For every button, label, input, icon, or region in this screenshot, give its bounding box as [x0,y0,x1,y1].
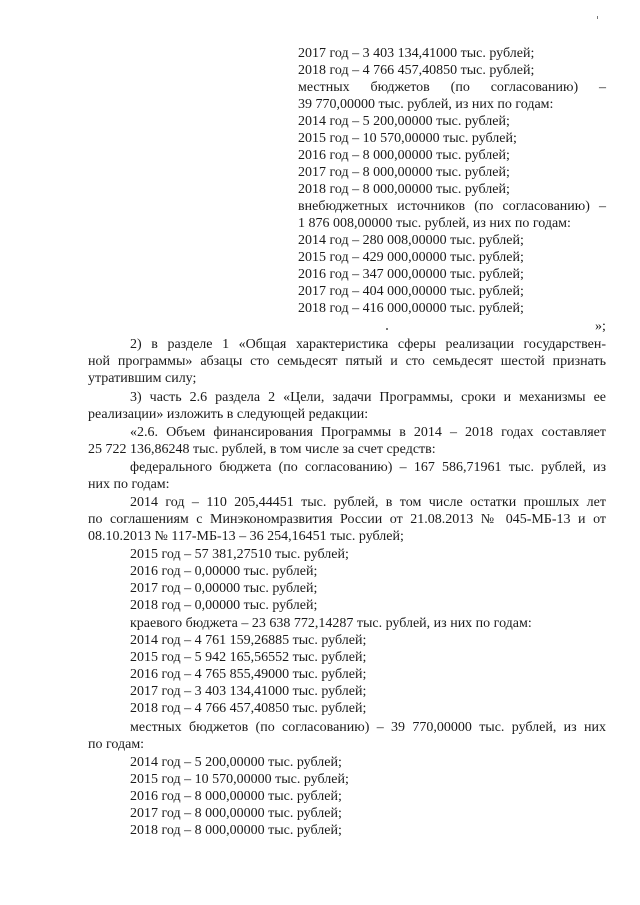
text-line: 08.10.2013 № 117-МБ-13 – 36 254,16451 тыс. рублей; [88,529,404,544]
text-line: 2015 год – 5 942 165,56552 тыс. рублей; [130,650,367,665]
text-line: краевого бюджета – 23 638 772,14287 тыс. рублей, из них по годам: [130,616,532,631]
text-line: 2) в разделе 1 «Общая характеристика сферы реализации государствен- [130,337,606,352]
text-line: реализации» изложить в следующей редакции: [88,407,369,422]
text-line: местных бюджетов (по согласованию) – [298,80,606,95]
text-line: 2017 год – 8 000,00000 тыс. рублей; [130,806,342,821]
text-line: 2016 год – 347 000,00000 тыс. рублей; [298,267,524,282]
text-line: по соглашениям с Минэкономразвития России от 21.08.2013 № 045-МБ-13 и от [88,512,606,527]
text-line: 2016 год – 8 000,00000 тыс. рублей; [130,789,342,804]
text-line: 2015 год – 429 000,00000 тыс. рублей; [298,250,524,265]
text-line: 2017 год – 8 000,00000 тыс. рублей; [298,165,510,180]
text-line: внебюджетных источников (по согласованию) – [298,199,606,214]
text-line: «2.6. Объем финансирования Программы в 2014 – 2018 годах составляет [130,425,606,440]
text-line: 2018 год – 416 000,00000 тыс. рублей; [298,301,524,316]
text-line: 3) часть 2.6 раздела 2 «Цели, задачи Программы, сроки и механизмы ее [130,390,606,405]
text-line: федерального бюджета (по согласованию) – 167 586,71961 тыс. рублей, из [130,460,606,475]
text-line: 2015 год – 10 570,00000 тыс. рублей; [298,131,517,146]
text-line: 2017 год – 3 403 134,41000 тыс. рублей; [298,46,535,61]
closing-quote: »; [595,319,606,334]
text-line: 2017 год – 0,00000 тыс. рублей; [130,581,318,596]
text-line: местных бюджетов (по согласованию) – 39 770,00000 тыс. рублей, из них [130,720,606,735]
text-line: 2014 год – 280 008,00000 тыс. рублей; [298,233,524,248]
text-line: 2014 год – 5 200,00000 тыс. рублей; [130,755,342,770]
text-line: 2018 год – 8 000,00000 тыс. рублей; [298,182,510,197]
text-line: ной программы» абзацы сто семьдесят пятый и сто семьдесят шестой признать [88,354,606,369]
text-line: 1 876 008,00000 тыс. рублей, из них по годам: [298,216,571,231]
text-line: 2018 год – 4 766 457,40850 тыс. рублей; [298,63,535,78]
text-line: 2018 год – 8 000,00000 тыс. рублей; [130,823,342,838]
text-line: 2017 год – 404 000,00000 тыс. рублей; [298,284,524,299]
text-line: 2015 год – 10 570,00000 тыс. рублей; [130,772,349,787]
text-line: 2018 год – 4 766 457,40850 тыс. рублей; [130,701,367,716]
text-line: 2015 год – 57 381,27510 тыс. рублей; [130,547,349,562]
text-line: 2016 год – 0,00000 тыс. рублей; [130,564,318,579]
text-line: 2014 год – 4 761 159,26885 тыс. рублей; [130,633,367,648]
text-line: 2016 год – 8 000,00000 тыс. рублей; [298,148,510,163]
text-line: 2017 год – 3 403 134,41000 тыс. рублей; [130,684,367,699]
text-line: 25 722 136,86248 тыс. рублей, в том числе за счет средств: [88,442,436,457]
text-line: 2014 год – 110 205,44451 тыс. рублей, в том числе остатки прошлых лет [130,495,606,510]
text-line: 2014 год – 5 200,00000 тыс. рублей; [298,114,510,129]
scan-speck [597,16,598,19]
text-line: 2018 год – 0,00000 тыс. рублей; [130,598,318,613]
text-line: них по годам: [88,477,170,492]
text-line: 2016 год – 4 765 855,49000 тыс. рублей; [130,667,367,682]
scan-speck [386,328,388,330]
text-line: по годам: [88,737,145,752]
text-line: утратившим силу; [88,371,197,386]
text-line: 39 770,00000 тыс. рублей, из них по годам: [298,97,554,112]
